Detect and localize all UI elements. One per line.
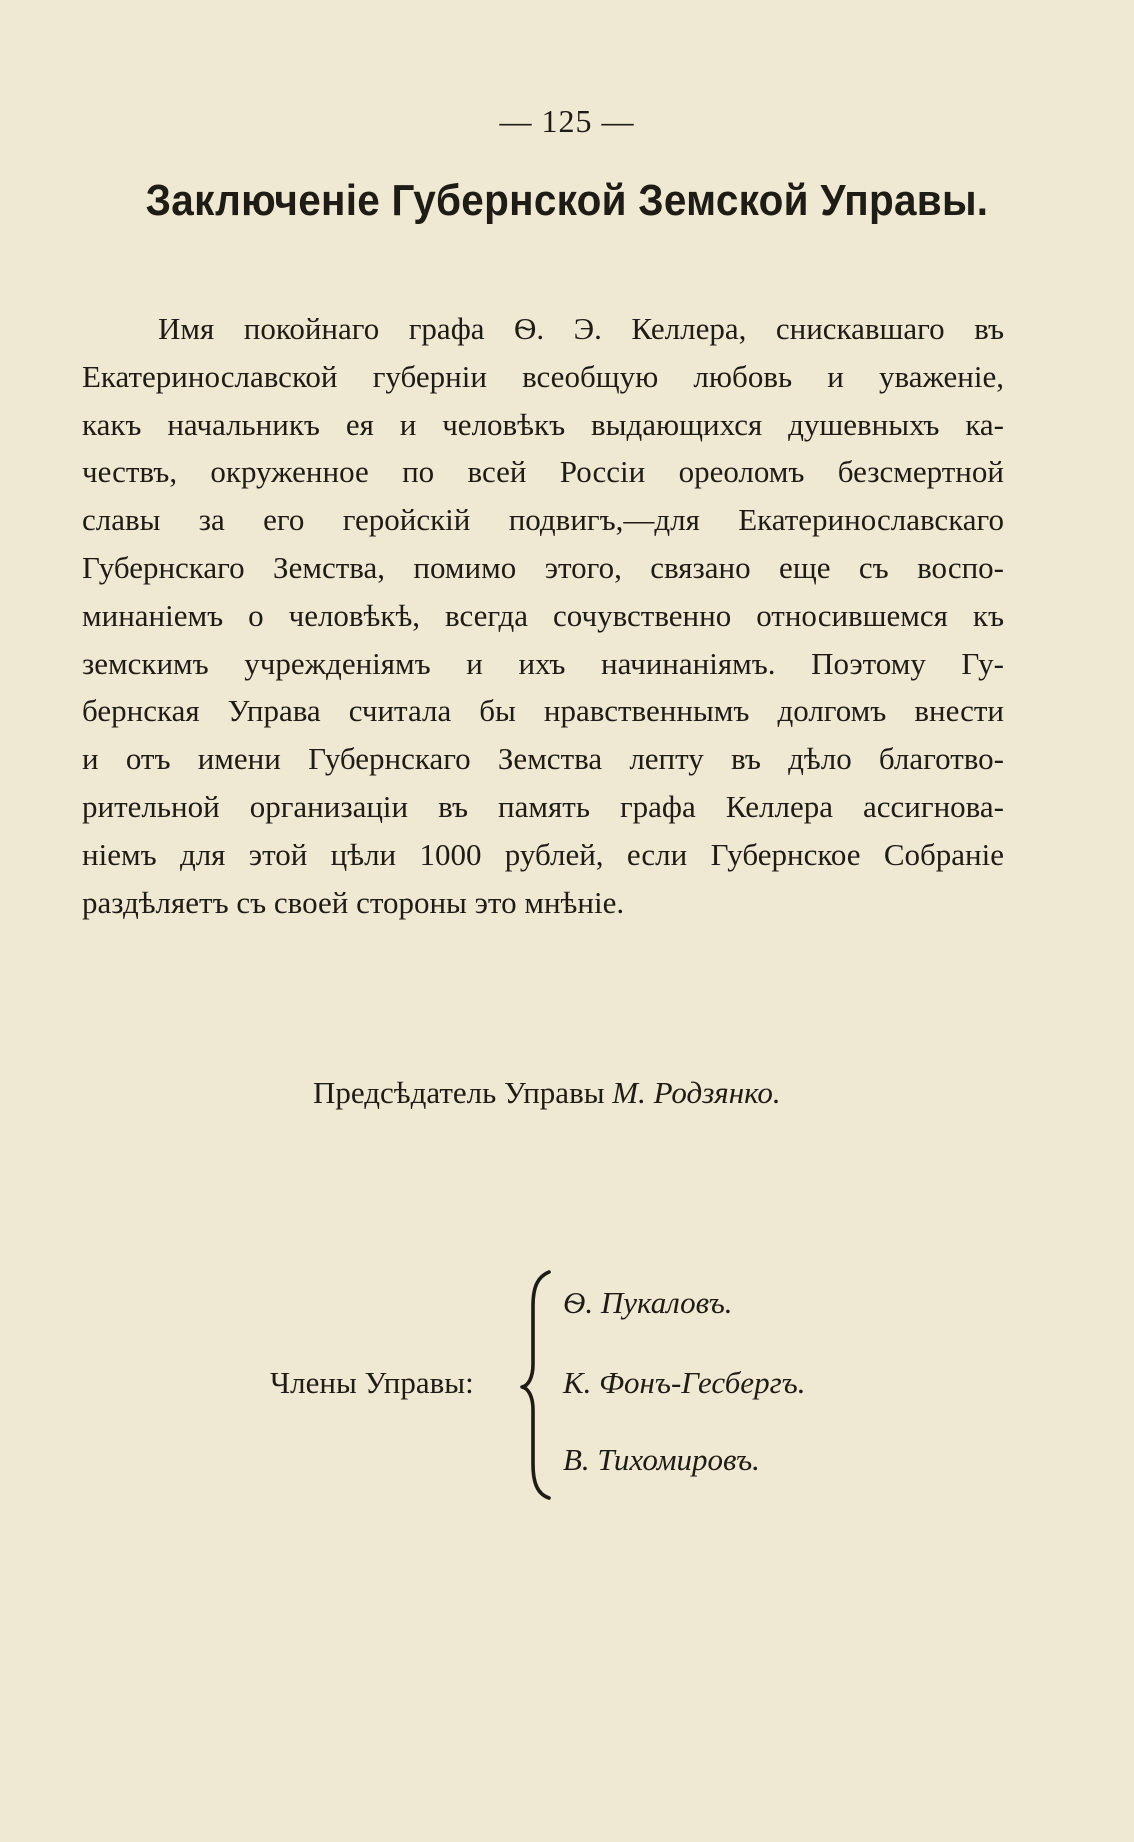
paragraph-line: Губернскаго Земства, помимо этого, связано еще съ воспо- xyxy=(82,549,1004,585)
member-name: Ѳ. Пукаловъ. xyxy=(563,1285,733,1320)
chairman-name: М. Родзянко. xyxy=(612,1075,781,1110)
member-name: В. Тихомировъ. xyxy=(563,1442,760,1477)
section-title: Заключеніе Губернской Земской Управы. xyxy=(145,176,989,225)
paragraph-line: Имя покойнаго графа Ѳ. Э. Келлера, снискавшаго въ xyxy=(158,311,1004,346)
members-label: Члены Управы: xyxy=(270,1365,474,1400)
main-paragraph xyxy=(82,305,1004,926)
curly-brace-icon xyxy=(520,1270,554,1500)
chairman-signature xyxy=(313,1075,781,1111)
paragraph-line: рительной организаціи въ память графа Келлера ассигнова- xyxy=(82,788,1004,824)
paragraph-line: бернская Управа считала бы нравственнымъ долгомъ внести xyxy=(82,693,1004,729)
paragraph-line: Екатеринославской губерніи всеобщую любовь и уваженіе, xyxy=(82,358,1004,394)
chairman-label: Предсѣдатель Управы xyxy=(313,1075,605,1110)
paragraph-line: земскимъ учрежденіямъ и ихъ начинаніямъ. Поэтому Гу- xyxy=(82,645,1004,681)
paragraph-line: славы за его геройскій подвигъ,—для Екатеринославскаго xyxy=(82,502,1004,538)
page-number: — 125 — xyxy=(499,103,635,139)
paragraph-line: раздѣляетъ съ своей стороны это мнѣніе. xyxy=(82,884,625,920)
paragraph-line: и отъ имени Губернскаго Земства лепту въ дѣло благотво- xyxy=(82,741,1004,777)
paragraph-line: какъ начальникъ ея и человѣкъ выдающихся душевныхъ ка- xyxy=(82,406,1004,442)
paragraph-line: минаніемъ о человѣкѣ, всегда сочувственно относившемся къ xyxy=(82,597,1004,633)
paragraph-line: ніемъ для этой цѣли 1000 рублей, если Губернское Собраніе xyxy=(82,836,1004,872)
paragraph-line: чествъ, окруженное по всей Россіи ореоломъ безсмертной xyxy=(82,454,1004,490)
member-name: К. Фонъ-Гесбергъ. xyxy=(563,1365,806,1400)
